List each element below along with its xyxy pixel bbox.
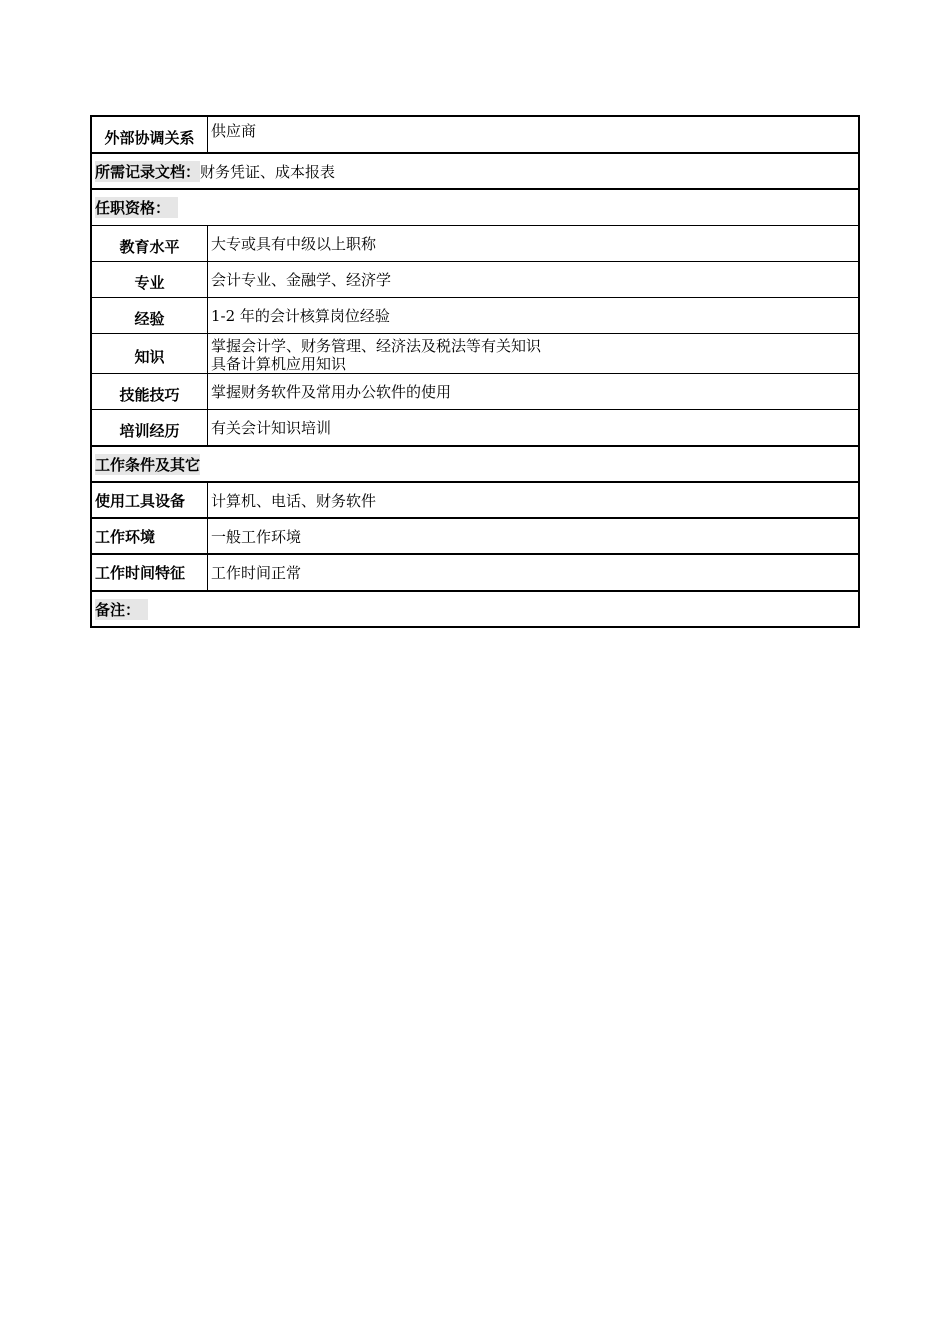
training-value: 有关会计知识培训 <box>211 419 332 437</box>
remarks-row <box>92 592 858 626</box>
job-description-table <box>90 115 860 628</box>
knowledge-line-2: 具备计算机应用知识 <box>211 355 347 373</box>
environment-label: 工作环境 <box>92 519 208 553</box>
hours-value: 工作时间正常 <box>211 564 302 582</box>
records-value: 财务凭证、成本报表 <box>200 162 336 181</box>
hours-row <box>92 555 858 592</box>
tools-label: 使用工具设备 <box>92 483 208 517</box>
hours-label: 工作时间特征 <box>92 555 208 590</box>
major-label: 专业 <box>92 262 208 297</box>
records-cell <box>92 154 335 188</box>
knowledge-value <box>208 334 858 373</box>
conditions-header-row <box>92 447 858 483</box>
external-relations-row <box>92 117 858 154</box>
training-label: 培训经历 <box>92 410 208 445</box>
environment-value: 一般工作环境 <box>211 527 302 546</box>
qualifications-header-row <box>92 190 858 226</box>
education-value: 大专或具有中级以上职称 <box>211 235 377 253</box>
remarks-label: 备注： <box>92 592 858 626</box>
external-relations-value: 供应商 <box>211 122 257 140</box>
records-row <box>92 154 858 190</box>
experience-value: 1-2 年的会计核算岗位经验 <box>211 307 390 325</box>
external-relations-label: 外部协调关系 <box>92 117 208 152</box>
tools-value: 计算机、电话、财务软件 <box>211 491 377 510</box>
skills-label: 技能技巧 <box>92 374 208 409</box>
tools-row <box>92 483 858 519</box>
knowledge-row <box>92 334 858 374</box>
education-row <box>92 226 858 262</box>
major-row <box>92 262 858 298</box>
conditions-header: 工作条件及其它 <box>95 455 201 474</box>
experience-row <box>92 298 858 334</box>
skills-row <box>92 374 858 410</box>
knowledge-line-1: 掌握会计学、财务管理、经济法及税法等有关知识 <box>211 337 542 355</box>
environment-row <box>92 519 858 555</box>
major-value: 会计专业、金融学、经济学 <box>211 271 392 289</box>
qualifications-header: 任职资格： <box>92 190 858 225</box>
skills-value: 掌握财务软件及常用办公软件的使用 <box>211 383 452 401</box>
education-label: 教育水平 <box>92 226 208 261</box>
training-row <box>92 410 858 447</box>
knowledge-label: 知识 <box>92 334 208 373</box>
experience-label: 经验 <box>92 298 208 333</box>
records-label: 所需记录文档： <box>95 162 201 181</box>
